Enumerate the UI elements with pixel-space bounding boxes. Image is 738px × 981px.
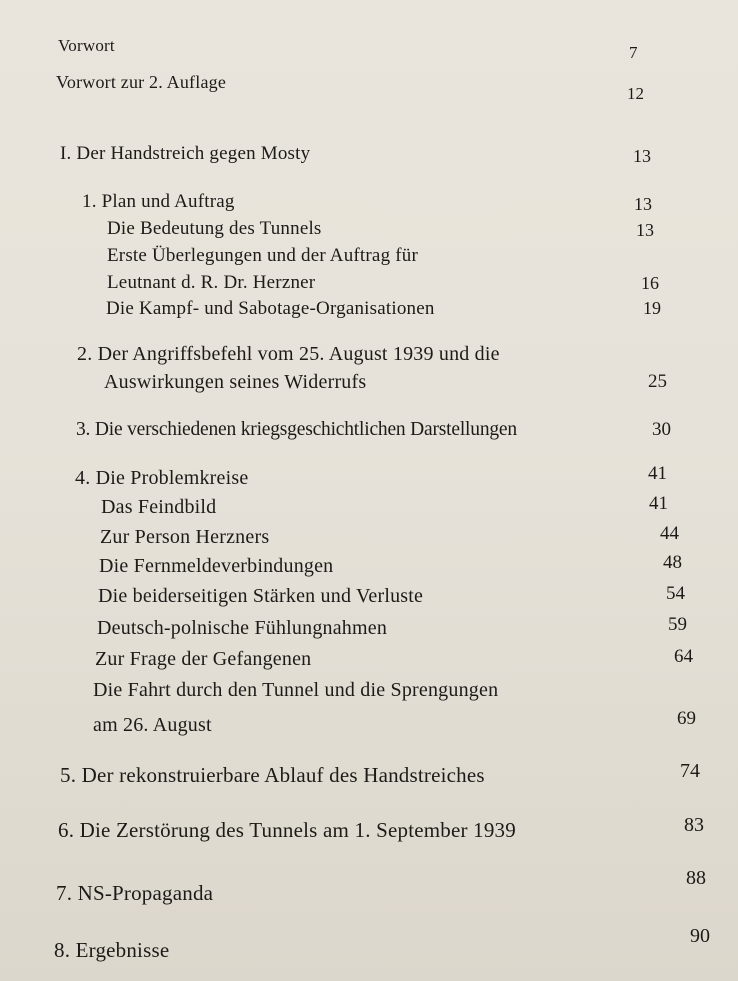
toc-subsection-4-6: Zur Frage der Gefangenen (95, 648, 312, 670)
toc-page-section-3: 30 (652, 419, 671, 440)
toc-page-preface: 7 (629, 43, 638, 62)
toc-page-section-7: 88 (686, 867, 706, 889)
toc-chapter-1: I. Der Handstreich gegen Mosty (60, 143, 311, 164)
toc-entry-preface-2nd: Vorwort zur 2. Auflage (56, 72, 227, 92)
toc-subsection-4-7-line2: am 26. August (93, 714, 212, 736)
toc-subsection-4-5: Deutsch-polnische Fühlungnahmen (97, 617, 388, 639)
toc-section-6: 6. Die Zerstörung des Tunnels am 1. September 1939 (58, 818, 516, 842)
toc-page-subsection-1-1: 13 (636, 220, 654, 240)
toc-subsection-4-2: Zur Person Herzners (100, 526, 270, 548)
toc-page-section-6: 83 (684, 814, 704, 836)
toc-page-subsection-4-1: 41 (649, 493, 668, 514)
toc-entry-preface: Vorwort (58, 36, 115, 55)
toc-page-subsection-1-3: 19 (643, 298, 661, 318)
toc-page-subsection-4-7: 69 (677, 708, 696, 729)
toc-section-8: 8. Ergebnisse (54, 938, 170, 962)
toc-page-section-8: 90 (690, 925, 710, 947)
toc-page-section-5: 74 (680, 760, 700, 782)
toc-page-preface-2nd: 12 (627, 84, 644, 103)
toc-section-5: 5. Der rekonstruierbare Ablauf des Handstreiches (60, 763, 485, 787)
toc-page-section-1: 13 (634, 194, 652, 214)
toc-page-section-4: 41 (648, 463, 667, 484)
toc-section-3: 3. Die verschiedenen kriegsgeschichtlichen Darstellungen (76, 419, 517, 440)
toc-subsection-1-3: Die Kampf- und Sabotage-Organisationen (106, 298, 435, 319)
toc-subsection-1-1: Die Bedeutung des Tunnels (107, 218, 322, 239)
toc-subsection-4-7-line1: Die Fahrt durch den Tunnel und die Sprengungen (93, 679, 499, 701)
toc-section-2-line1: 2. Der Angriffsbefehl vom 25. August 1939 und die (77, 343, 500, 365)
toc-section-7: 7. NS-Propaganda (56, 881, 214, 905)
toc-section-1: 1. Plan und Auftrag (82, 191, 235, 212)
toc-page-chapter-1: 13 (633, 146, 651, 166)
toc-page-subsection-4-3: 48 (663, 552, 682, 573)
toc-page-subsection-4-6: 64 (674, 646, 693, 667)
toc-subsection-4-3: Die Fernmeldeverbindungen (99, 555, 334, 577)
toc-page-section-2: 25 (648, 371, 667, 392)
toc-subsection-1-2-line1: Erste Überlegungen und der Auftrag für (107, 245, 418, 266)
toc-section-4: 4. Die Problemkreise (75, 467, 249, 489)
toc-page-subsection-4-5: 59 (668, 614, 687, 635)
toc-section-2-line2: Auswirkungen seines Widerrufs (104, 371, 367, 393)
toc-subsection-4-1: Das Feindbild (101, 496, 217, 518)
toc-subsection-1-2-line2: Leutnant d. R. Dr. Herzner (107, 272, 316, 293)
toc-page-subsection-1-2: 16 (641, 273, 659, 293)
toc-page-subsection-4-4: 54 (666, 583, 685, 604)
toc-page-subsection-4-2: 44 (660, 523, 679, 544)
toc-subsection-4-4: Die beiderseitigen Stärken und Verluste (98, 585, 424, 607)
